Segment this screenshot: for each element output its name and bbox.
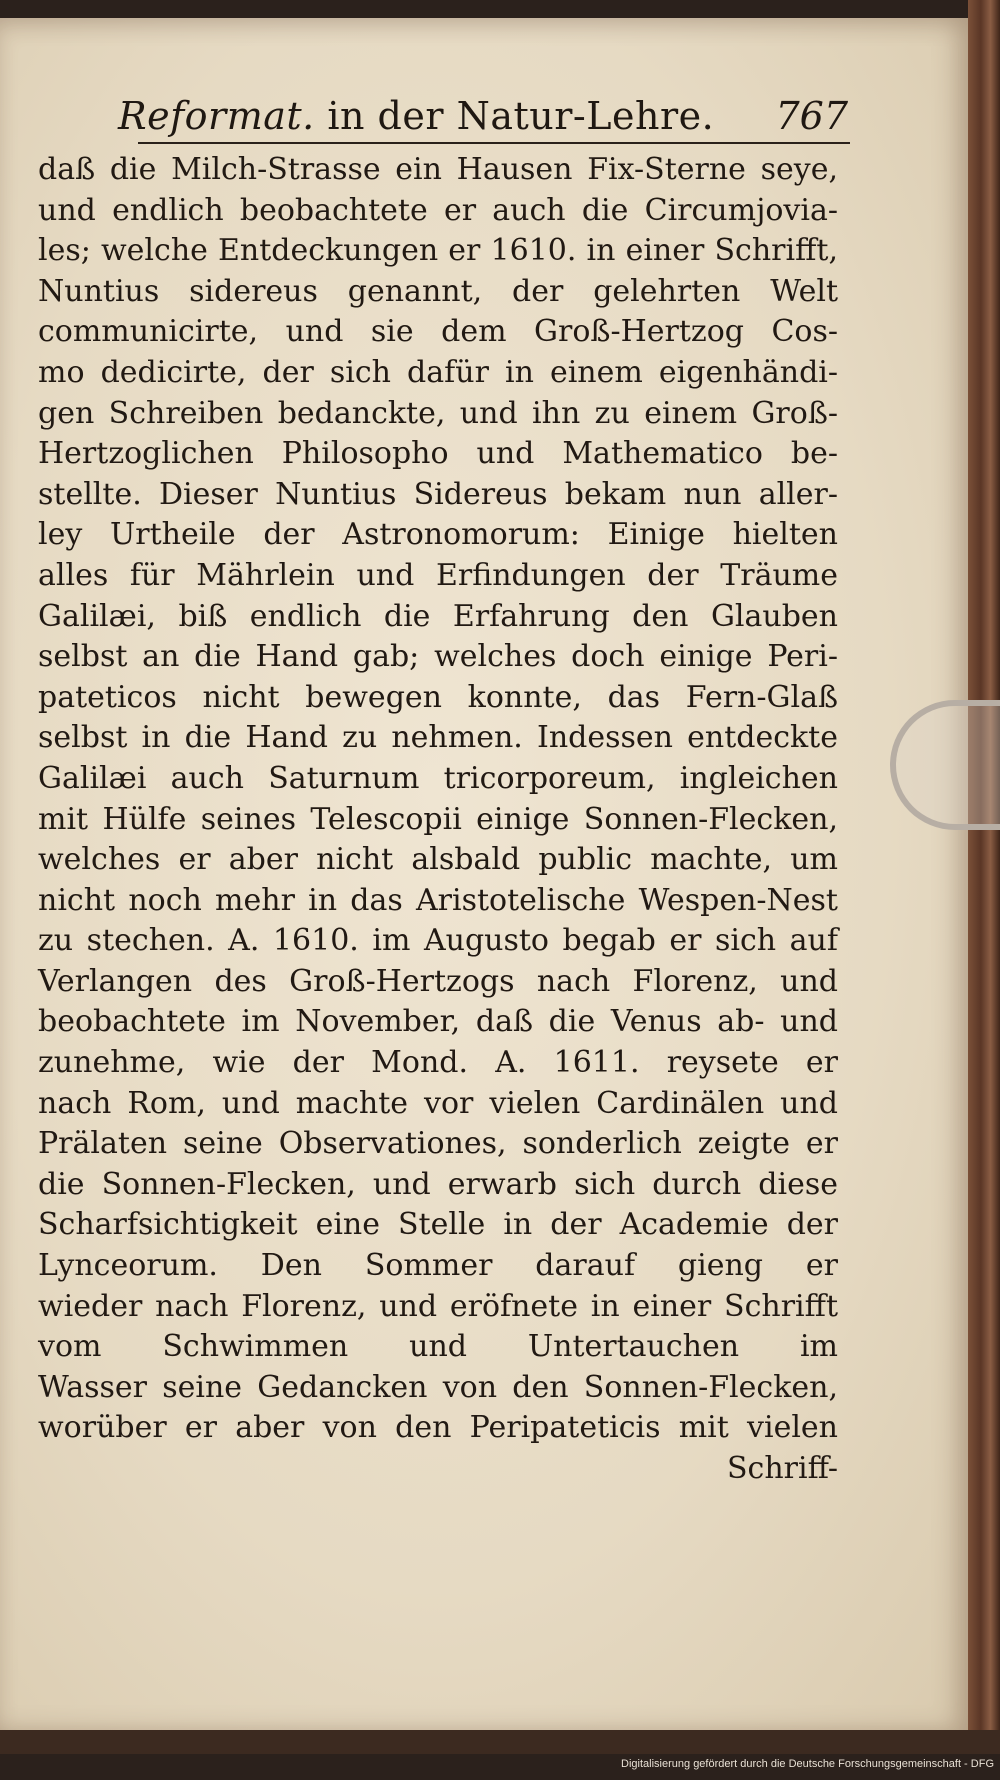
book-bottom-edge bbox=[0, 1730, 1000, 1754]
text-line: Lynceorum. Den Sommer darauf gieng er bbox=[38, 1248, 838, 1284]
text-line: zunehme, wie der Mond. A. 1611. reysete er bbox=[38, 1045, 838, 1081]
body-text bbox=[38, 150, 838, 1490]
catchword: Schriff- bbox=[727, 1451, 838, 1486]
text-line: les; welche Entdeckungen er 1610. in einer Schrifft, bbox=[38, 233, 838, 269]
running-header bbox=[118, 78, 848, 138]
text-line: pateticos nicht bewegen konnte, das Fern-Glaß bbox=[38, 679, 838, 715]
running-title-rest: in der Natur-Lehre. bbox=[327, 94, 715, 138]
text-line: Scharfsichtigkeit eine Stelle in der Academie der bbox=[38, 1207, 838, 1243]
digitization-credit: Digitalisierung gefördert durch die Deutsche Forschungsgemeinschaft - DFG bbox=[621, 1758, 994, 1770]
text-line: gen Schreiben bedanckte, und ihn zu einem Groß- bbox=[38, 395, 838, 431]
text-line: worüber er aber von den Peripateticis mit vielen bbox=[38, 1410, 838, 1446]
text-line: Nuntius sidereus genannt, der gelehrten Welt bbox=[38, 273, 838, 309]
text-line: communicirte, und sie dem Groß-Hertzog Cos- bbox=[38, 314, 838, 350]
text-line: zu stechen. A. 1610. im Augusto begab er sich auf bbox=[38, 923, 838, 959]
text-line: Galilæi, biß endlich die Erfahrung den Glauben bbox=[38, 598, 838, 634]
running-title-latin: Reformat. bbox=[118, 94, 315, 138]
text-line: ley Urtheile der Astronomorum: Einige hielten bbox=[38, 517, 838, 553]
text-line: die Sonnen-Flecken, und erwarb sich durch diese bbox=[38, 1166, 838, 1202]
text-line: Verlangen des Groß-Hertzogs nach Florenz, und bbox=[38, 963, 838, 999]
text-line: nicht noch mehr in das Aristotelische Wespen-Nest bbox=[38, 882, 838, 918]
text-line: mo dedicirte, der sich dafür in einem eigenhändi- bbox=[38, 354, 838, 390]
text-line: Hertzoglichen Philosopho und Mathematico be- bbox=[38, 436, 838, 472]
text-line: nach Rom, und machte vor vielen Cardinälen und bbox=[38, 1085, 838, 1121]
text-line: beobachtete im November, daß die Venus ab- und bbox=[38, 1004, 838, 1040]
text-line: Galilæi auch Saturnum tricorporeum, ingleichen bbox=[38, 760, 838, 796]
text-line: mit Hülfe seines Telescopii einige Sonnen-Flecken, bbox=[38, 801, 838, 837]
page-number: 767 bbox=[775, 94, 848, 138]
text-line: selbst in die Hand zu nehmen. Indessen entdeckte bbox=[38, 720, 838, 756]
text-line: selbst an die Hand gab; welches doch einige Peri- bbox=[38, 639, 838, 675]
text-line: Prälaten seine Observationes, sonderlich zeigte er bbox=[38, 1126, 838, 1162]
text-line: stellte. Dieser Nuntius Sidereus bekam nun aller- bbox=[38, 476, 838, 512]
text-line: und endlich beobachtete er auch die Circumjovia- bbox=[38, 192, 838, 228]
running-title bbox=[118, 94, 714, 138]
header-rule bbox=[138, 142, 850, 144]
text-line: welches er aber nicht alsbald public machte, um bbox=[38, 842, 838, 878]
text-line: Wasser seine Gedancken von den Sonnen-Flecken, bbox=[38, 1369, 838, 1405]
text-line: vom Schwimmen und Untertauchen im bbox=[38, 1329, 838, 1365]
text-line: wieder nach Florenz, und eröfnete in einer Schrifft bbox=[38, 1288, 838, 1324]
book-edge bbox=[968, 0, 1000, 1740]
text-line: alles für Mährlein und Erfindungen der Träume bbox=[38, 557, 838, 593]
text-line: daß die Milch-Strasse ein Hausen Fix-Sterne seye, bbox=[38, 152, 838, 187]
